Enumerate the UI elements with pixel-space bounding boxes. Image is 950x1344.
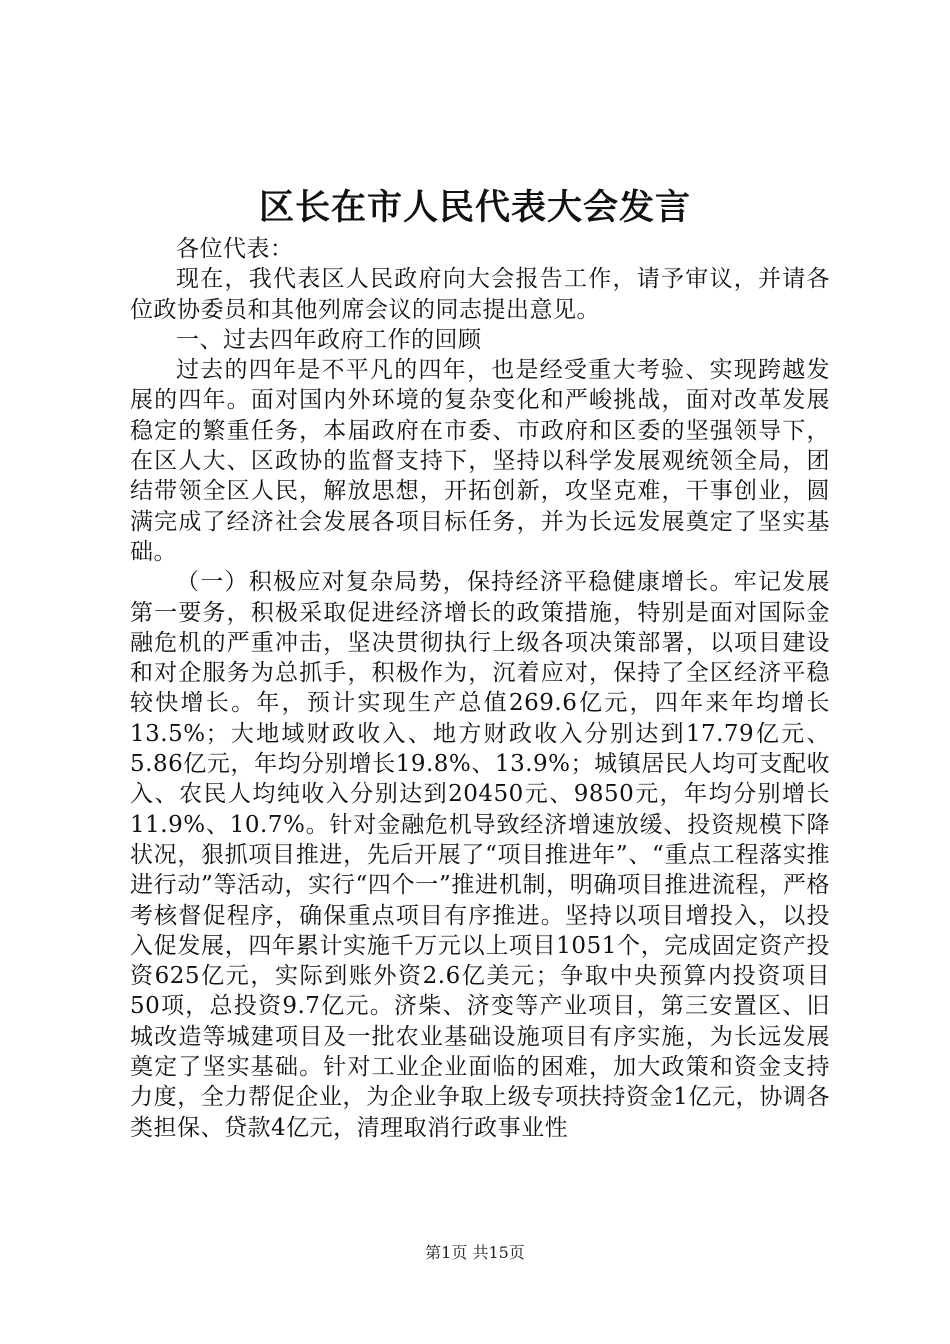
section-heading: 一、过去四年政府工作的回顾 bbox=[176, 326, 482, 353]
economy-paragraph: （一）积极应对复杂局势，保持经济平稳健康增长。牢记发展第一要务，积极采取促进经济增长的政策措施，特别是面对国际金融危机的严重冲击，坚决贯彻执行上级各项决策部署，以项目建设和对企服务为总抓手，积极作为，沉着应对，保持了全区经济平稳较快增长。年，预计实现生产总值269.6亿元，四年来年均增长13.5%；大地域财政收入、地方财政收入分别达到17.79亿元、5.86亿元，年均分别增长19.8%、13.9%；城镇居民人均可支配收入、农民人均纯收入分别达到20450元、9850元，年均分别增长11.9%、10.7%。针对金融危机导致经济增速放缓、投资规模下降状况，狠抓项目推进，先后开展了“项目推进年”、“重点工程落实推进行动”等活动，实行“四个一”推进机制，明确项目推进流程，严格考核督促程序，确保重点项目有序推进。坚持以项目增投入，以投入促发展，四年累计实施千万元以上项目1051个，完成固定资产投资625亿元，实际到账外资2.6亿美元；争取中央预算内投资项目50项，总投资9.7亿元。济柴、济变等产业项目，第三安置区、旧城改造等城建项目及一批农业基础设施项目有序实施，为长远发展奠定了坚实基础。针对工业企业面临的困难，加大政策和资金支持力度，全力帮促企业，为企业争取上级专项扶持资金1亿元，协调各类担保、贷款4亿元，清理取消行政事业性 bbox=[130, 569, 830, 1141]
page-number-footer: 第1页 共15页 bbox=[425, 1243, 525, 1262]
intro-paragraph: 现在，我代表区人民政府向大会报告工作，请予审议，并请各位政协委员和其他列席会议的同志提出意见。 bbox=[130, 266, 830, 323]
document-title: 区长在市人民代表大会发言 bbox=[258, 187, 691, 228]
document-body bbox=[130, 234, 830, 1143]
salutation-paragraph: 各位代表： bbox=[176, 236, 294, 262]
review-paragraph: 过去的四年是不平凡的四年，也是经受重大考验、实现跨越发展的四年。面对国内外环境的复杂变化和严峻挑战，面对改革发展稳定的繁重任务，本届政府在市委、市政府和区委的坚强领导下，在区人大、区政协的监督支持下，坚持以科学发展观统领全局，团结带领全区人民，解放思想，开拓创新，攻坚克难，干事创业，圆满完成了经济社会发展各项目标任务，并为长远发展奠定了坚实基础。 bbox=[130, 357, 830, 565]
